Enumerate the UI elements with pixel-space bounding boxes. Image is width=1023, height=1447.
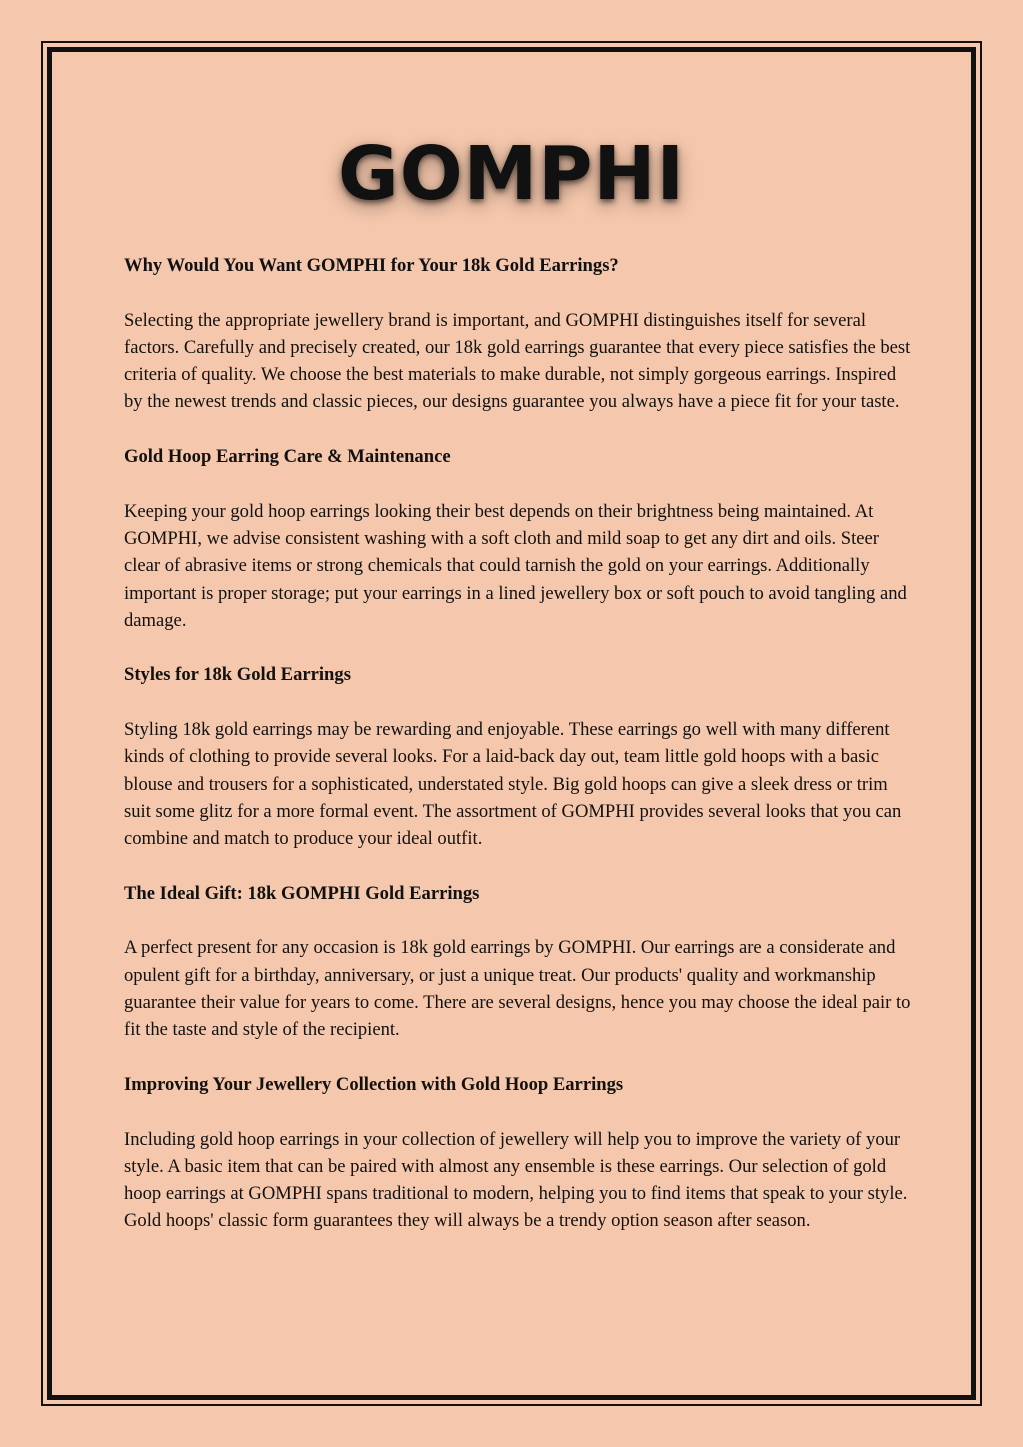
section-heading: Improving Your Jewellery Collection with Gold Hoop Earrings [124,1073,624,1095]
section-heading: Why Would You Want GOMPHI for Your 18k Gold Earrings? [124,255,619,276]
article-content [124,252,914,1262]
section-paragraph: Keeping your gold hoop earrings looking their best depends on their brightness being maintained. At GOMPHI, we advise consistent washing with a soft cloth and mild soap to get any dirt and oils. Steer clear of abrasive items or strong chemicals that could tarnish the gold on your earrings. Additionally important is proper storage; put your earrings in a lined jewellery box or soft pouch to avoid tangling and damage. [124,500,907,631]
section-heading: The Ideal Gift: 18k GOMPHI Gold Earrings [124,882,480,904]
section-paragraph: Including gold hoop earrings in your collection of jewellery will help you to improve the variety of your style. A basic item that can be paired with almost any ensemble is these earrings. Our selection of gold hoop earrings at GOMPHI spans traditional to modern, helping you to find items that speak to your style. Gold hoops' classic form guarantees they will always be a trendy option season after season. [124,1128,908,1232]
section-heading: Styles for 18k Gold Earrings [124,664,351,686]
section-paragraph: Styling 18k gold earrings may be rewarding and enjoyable. These earrings go well with many different kinds of clothing to provide several looks. For a laid-back day out, team little gold hoops with a basic blouse and trousers for a sophisticated, understated style. Big gold hoops can give a sleek dress or trim suit some glitz for a more formal event. The assortment of GOMPHI provides several looks that you can combine and match to produce your ideal outfit. [124,719,902,850]
brand-logo: GOMPHI [338,131,685,217]
section-paragraph: A perfect present for any occasion is 18k gold earrings by GOMPHI. Our earrings are a considerate and opulent gift for a birthday, anniversary, or just a unique treat. Our products' quality and workmanship guarantee their value for years to come. There are several designs, hence you may choose the ideal pair to fit the taste and style of the recipient. [124,937,911,1041]
section-heading: Gold Hoop Earring Care & Maintenance [124,446,451,468]
section-paragraph: Selecting the appropriate jewellery brand is important, and GOMPHI distinguishes itself for several factors. Carefully and precisely created, our 18k gold earrings guarantee that every piece satisfies the best criteria of quality. We choose the best materials to make durable, not simply gorgeous earrings. Inspired by the newest trends and classic pieces, our designs guarantee you always have a piece fit for your taste. [124,309,911,413]
